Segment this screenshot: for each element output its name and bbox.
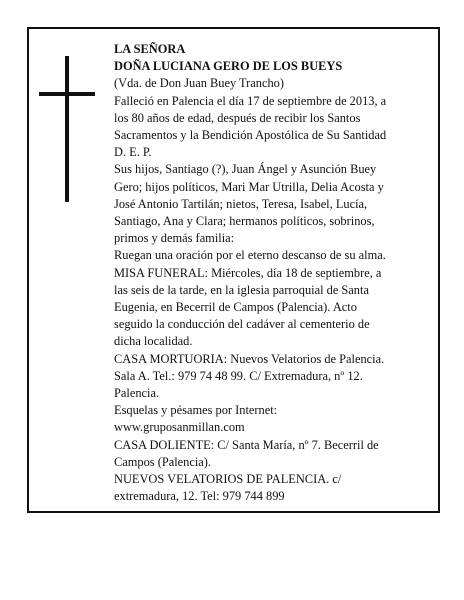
notice-line: Falleció en Palencia el día 17 de septiembre de 2013, a: [114, 93, 387, 108]
website-link[interactable]: www.gruposanmillan.com: [114, 420, 245, 435]
notice-line: (Vda. de Don Juan Buey Trancho): [114, 76, 285, 91]
deceased-name: DOÑA LUCIANA GERO DE LOS BUEYS: [114, 59, 343, 74]
notice-line: José Antonio Tartilán; nietos, Teresa, Isabel, Lucía,: [114, 196, 368, 211]
notice-line: Sala A. Tel.: 979 74 48 99. C/ Extremadura, nº 12.: [114, 368, 363, 383]
notice-line: CASA MORTUORIA: Nuevos Velatorios de Palencia.: [114, 351, 385, 366]
notice-line: las seis de la tarde, en la iglesia parroquial de Santa: [114, 282, 369, 297]
notice-line: Sus hijos, Santiago (?), Juan Ángel y Asunción Buey: [114, 162, 377, 177]
notice-line: Ruegan una oración por el eterno descanso de su alma.: [114, 248, 386, 263]
obituary-notice: [27, 27, 440, 513]
notice-line: primos y demás familia:: [114, 231, 235, 246]
cross-vertical-bar: [65, 56, 69, 202]
notice-line: seguido la conducción del cadáver al cementerio de: [114, 317, 370, 332]
notice-line: Palencia.: [114, 386, 160, 401]
notice-line: Santiago, Ana y Clara; hermanos políticos, sobrinos,: [114, 214, 375, 229]
notice-line: D. E. P.: [114, 145, 152, 160]
notice-line: los 80 años de edad, después de recibir los Santos: [114, 110, 361, 125]
notice-text: [114, 41, 429, 505]
notice-line: dicha localidad.: [114, 334, 193, 349]
cross-horizontal-bar: [39, 92, 95, 96]
notice-line: Campos (Palencia).: [114, 454, 212, 469]
notice-line: Sacramentos y la Bendición Apostólica de Su Santidad: [114, 128, 387, 143]
notice-line: Eugenia, en Becerril de Campos (Palencia). Acto: [114, 300, 357, 315]
notice-line: extremadura, 12. Tel: 979 744 899: [114, 489, 285, 504]
notice-heading: LA SEÑORA: [114, 42, 186, 56]
cross-icon: [39, 56, 95, 202]
notice-line: MISA FUNERAL: Miércoles, día 18 de septiembre, a: [114, 265, 382, 280]
notice-line: NUEVOS VELATORIOS DE PALENCIA. c/: [114, 472, 342, 487]
notice-line: Gero; hijos políticos, Mari Mar Utrilla, Delia Acosta y: [114, 179, 384, 194]
notice-line: CASA DOLIENTE: C/ Santa María, nº 7. Becerril de: [114, 437, 379, 452]
notice-line: Esquelas y pésames por Internet:: [114, 403, 278, 418]
